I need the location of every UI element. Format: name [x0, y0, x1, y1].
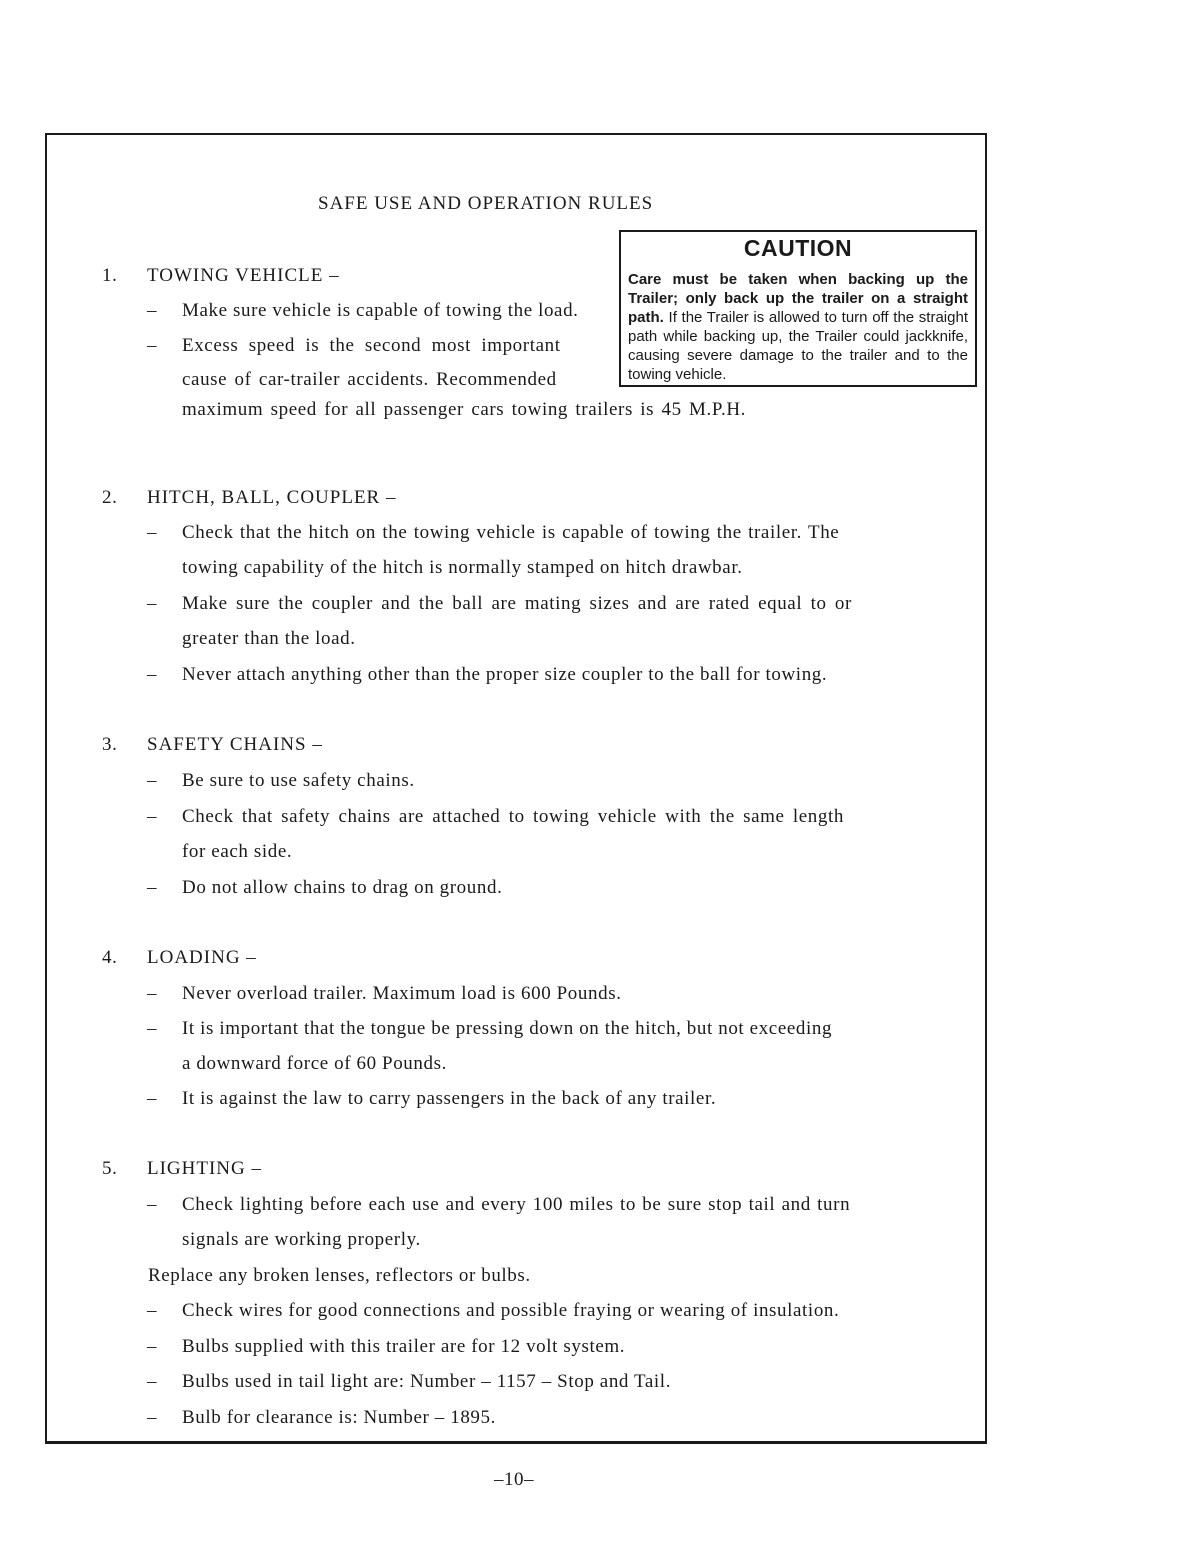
list-item: Be sure to use safety chains. — [182, 770, 415, 791]
bullet-dash: – — [147, 983, 158, 1004]
section-heading-safety-chains: SAFETY CHAINS – — [147, 734, 323, 755]
list-item-plain: Replace any broken lenses, reflectors or bulbs. — [148, 1265, 531, 1286]
caution-text — [628, 270, 968, 384]
list-item: Never overload trailer. Maximum load is 600 Pounds. — [182, 983, 622, 1004]
list-item: Check that safety chains are attached to towing vehicle with the same length — [182, 806, 844, 827]
page-title: SAFE USE AND OPERATION RULES — [318, 193, 654, 214]
list-item-continuation: greater than the load. — [182, 628, 356, 649]
bullet-dash: – — [147, 877, 158, 898]
list-item: Never attach anything other than the proper size coupler to the ball for towing. — [182, 664, 828, 685]
bullet-dash: – — [147, 1194, 158, 1215]
caution-body-text: If the Trailer is allowed to turn off the straight path while backing up, the Trailer could jackknife, causing severe damage to the trailer and to the towing vehicle. — [628, 309, 968, 383]
list-item-continuation: towing capability of the hitch is normally stamped on hitch drawbar. — [182, 557, 743, 578]
bullet-dash: – — [147, 1407, 158, 1428]
list-item-continuation: a downward force of 60 Pounds. — [182, 1053, 447, 1074]
list-item: Bulbs used in tail light are: Number – 1157 – Stop and Tail. — [182, 1371, 672, 1392]
list-item: Check that the hitch on the towing vehicle is capable of towing the trailer. The — [182, 522, 840, 543]
page-number: –10– — [494, 1469, 534, 1490]
section-heading-hitch-ball-coupler: HITCH, BALL, COUPLER – — [147, 487, 397, 508]
section-heading-towing-vehicle: TOWING VEHICLE – — [147, 265, 340, 286]
section-heading-lighting: LIGHTING – — [147, 1158, 263, 1179]
list-item: Check wires for good connections and possible fraying or wearing of insulation. — [182, 1300, 840, 1321]
list-item: Check lighting before each use and every 100 miles to be sure stop tail and turn — [182, 1194, 851, 1215]
bullet-dash: – — [147, 1336, 158, 1357]
section-number: 1. — [102, 265, 118, 286]
list-item: It is important that the tongue be pressing down on the hitch, but not exceeding — [182, 1018, 833, 1039]
list-item: Excess speed is the second most important — [182, 335, 561, 356]
list-item: It is against the law to carry passengers in the back of any trailer. — [182, 1088, 717, 1109]
bullet-dash: – — [147, 770, 158, 791]
bullet-dash: – — [147, 1018, 158, 1039]
bullet-dash: – — [147, 300, 158, 321]
caution-bold-text: Care must be taken when backing up the Trailer; only back up the trailer on a straight path. — [628, 271, 968, 326]
section-number: 4. — [102, 947, 118, 968]
bullet-dash: – — [147, 806, 158, 827]
caution-title: CAUTION — [743, 235, 853, 261]
list-item: Bulb for clearance is: Number – 1895. — [182, 1407, 496, 1428]
list-item: Make sure the coupler and the ball are mating sizes and are rated equal to or — [182, 593, 852, 614]
list-item: Make sure vehicle is capable of towing the load. — [182, 300, 579, 321]
section-number: 3. — [102, 734, 118, 755]
bullet-dash: – — [147, 593, 158, 614]
caution-box — [619, 230, 977, 387]
section-number: 5. — [102, 1158, 118, 1179]
list-item-continuation: cause of car-trailer accidents. Recommended — [182, 369, 557, 390]
list-item: Bulbs supplied with this trailer are for 12 volt system. — [182, 1336, 626, 1357]
bullet-dash: – — [147, 664, 158, 685]
section-heading-loading: LOADING – — [147, 947, 257, 968]
bullet-dash: – — [147, 1371, 158, 1392]
list-item-continuation: signals are working properly. — [182, 1229, 421, 1250]
bullet-dash: – — [147, 335, 158, 356]
list-item-continuation: for each side. — [182, 841, 293, 862]
list-item-continuation: maximum speed for all passenger cars towing trailers is 45 M.P.H. — [182, 399, 746, 420]
bullet-dash: – — [147, 1088, 158, 1109]
section-number: 2. — [102, 487, 118, 508]
list-item: Do not allow chains to drag on ground. — [182, 877, 503, 898]
bullet-dash: – — [147, 1300, 158, 1321]
bullet-dash: – — [147, 522, 158, 543]
